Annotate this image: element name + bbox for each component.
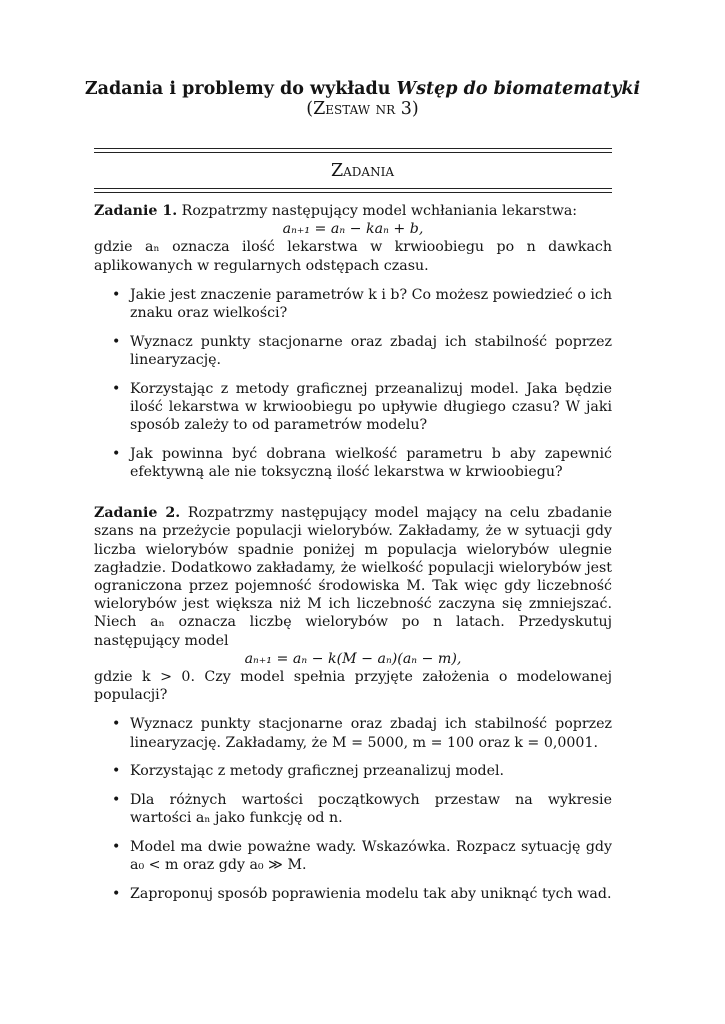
list-item: • Korzystając z metody graficznej przeanalizuj model. [112, 763, 505, 780]
bullet-icon: • [112, 763, 121, 780]
bullet-icon: • [112, 885, 121, 902]
bullet-icon: • [112, 380, 121, 397]
task-1-description: gdzie aₙ oznacza ilość lekarstwa w krwioobiegu po n dawkach aplikowanych w regularnych odstępach czasu. [94, 239, 612, 274]
title-prefix: Zadania i problemy do wykładu [84, 79, 391, 99]
top-rule-inner [94, 152, 612, 153]
list-item: • Jak powinna być dobrana wielkość parametru b aby zapewnić efektywną ale nie toksyczną ilość lekarstwa w krwioobiegu? [112, 445, 612, 480]
tasks-content [94, 202, 612, 914]
list-item: • Zaproponuj sposób poprawienia modelu tak aby uniknąć tych wad. [112, 885, 612, 902]
task-1-intro: Zadanie 1. Rozpatrzmy następujący model wchłaniania lekarstwa: [94, 203, 578, 219]
list-item: • Korzystając z metody graficznej przeanalizuj model. Jaka będzie ilość lekarstwa w krwioobiegu po upływie długiego czasu? W jaki sposób zależy to od parametrów modelu? [112, 380, 612, 434]
set-number: (Zestaw nr 3) [306, 99, 419, 119]
bullet-icon: • [112, 716, 121, 733]
course-title: Wstęp do biomatematyki [396, 79, 641, 99]
list-item: • Model ma dwie poważne wady. Wskazówka. Rozpacz sytuację gdy a₀ < m oraz gdy a₀ ≫ M. [112, 838, 612, 874]
task-2-label: Zadanie 2. [94, 505, 181, 522]
list-item: • Jakie jest znaczenie parametrów k i b? Co możesz powiedzieć o ich znaku oraz wielkości? [112, 286, 612, 322]
bullet-icon: • [112, 445, 121, 462]
task-2-description: gdzie k > 0. Czy model spełnia przyjęte założenia o modelowanej populacji? [94, 668, 612, 704]
task-2-intro: Zadanie 2. Rozpatrzmy następujący model mający na celu zbadanie szans na przeżycie populacji wielorybów. Zakładamy, że w sytuacji gdy liczba wielorybów spadnie poniżej m populacja wielorybów ulegnie zagładzie. Dodatkowo zakładamy, że wielkość populacji wielorybów jest ograniczona przez pojemność środowiska M. Tak więc gdy liczebność wielorybów jest większa niż M ich liczebność zaczyna się zmniejszać. Niech aₙ oznacza liczbę wielorybów po n latach. Przedyskutuj następujący model [94, 505, 613, 649]
list-item: • Dla różnych wartości początkowych przestaw na wykresie wartości aₙ jako funkcję od n. [112, 791, 612, 827]
bottom-rule-outer [94, 192, 612, 193]
bullet-icon: • [112, 333, 121, 350]
list-item: • Wyznacz punkty stacjonarne oraz zbadaj ich stabilność poprzez linearyzację. Zakładamy, że M = 5000, m = 100 oraz k = 0,0001. [112, 716, 612, 751]
task-2-bullet-list [94, 715, 612, 903]
task-1-equation: aₙ₊₁ = aₙ − kaₙ + b, [282, 221, 424, 238]
document-title [0, 79, 725, 99]
list-item: • Wyznacz punkty stacjonarne oraz zbadaj ich stabilność poprzez linearyzację. [112, 333, 612, 368]
bullet-icon: • [112, 791, 121, 808]
bullet-icon: • [112, 838, 121, 855]
top-rule-outer [94, 148, 612, 149]
task-1-bullet-list [94, 286, 612, 481]
bullet-icon: • [112, 286, 121, 303]
section-heading: Zadania [330, 161, 395, 181]
task-2-equation: aₙ₊₁ = aₙ − k(M − aₙ)(aₙ − m), [244, 650, 462, 667]
bottom-rule-inner [94, 188, 612, 189]
task-1-label: Zadanie 1. [94, 203, 178, 219]
